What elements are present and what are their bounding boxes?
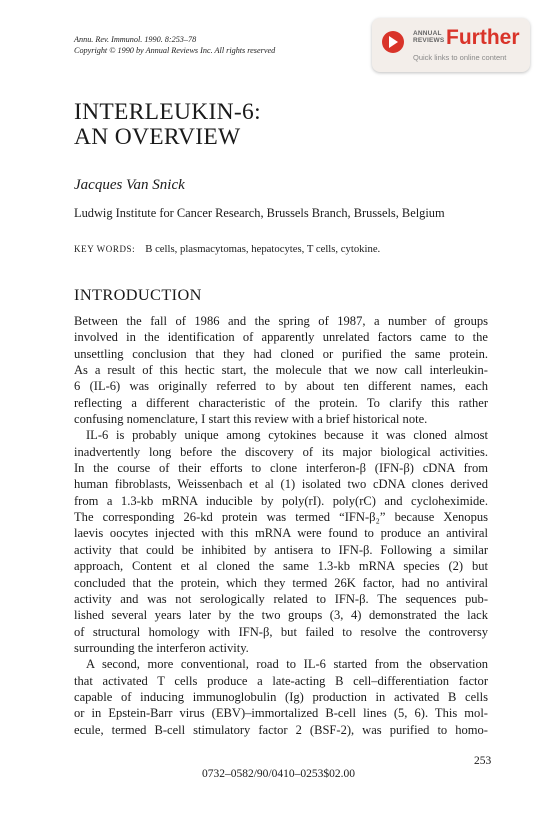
paragraph: [74, 427, 488, 656]
badge-brand-line: ANNUAL: [413, 30, 442, 37]
text-line: IL-6 is probably unique among cytokines because it was cloned almost: [86, 428, 488, 443]
keywords-list: B cells, plasmacytomas, hepatocytes, T cells, cytokine.: [145, 243, 381, 255]
article-title: [74, 100, 261, 150]
badge-word: Further: [446, 26, 520, 49]
paragraph: [74, 656, 488, 738]
badge-brand: [413, 30, 444, 44]
text-line: capable of inducing immunoglobulin (Ig) production in activated B cells: [74, 689, 488, 704]
text-line: As a result of this hectic start, the molecule that we now call interleukin-: [74, 363, 488, 378]
text-line: In the course of their efforts to clone interferon-β (IFN-β) cDNA from: [74, 461, 488, 476]
text-line: unsettling conclusion that they had cloned or purified the same protein.: [74, 346, 488, 361]
copyright-line: Copyright © 1990 by Annual Reviews Inc. All rights reserved: [74, 46, 276, 55]
text-line: of structural homology with IFN-β, but failed to resolve the controversy: [74, 624, 488, 639]
text-line: human fibroblasts, Weissenbach et al (1) isolated two cDNA clones derived: [74, 477, 488, 492]
journal-citation: [74, 34, 275, 56]
text-line: The corresponding 26-kd protein was termed “IFN-β₂” because Xenopus: [74, 510, 488, 525]
text-line: that activated T cells produce a late-acting B cell–differentiation factor: [74, 673, 488, 688]
text-line: ecule, termed B-cell stimulatory factor 2 (BSF-2), was purified to homo-: [74, 722, 488, 737]
text-line: involved in the identification of apparently unrelated factors came to the: [74, 330, 488, 345]
text-line: Between the fall of 1986 and the spring of 1987, a number of groups: [74, 314, 488, 328]
further-badge[interactable]: [372, 18, 530, 72]
footer-code: 0732–0582/90/0410–0253$02.00: [201, 768, 355, 780]
text-line: A second, more conventional, road to IL-6 started from the observation: [86, 657, 488, 672]
affiliation: Ludwig Institute for Cancer Research, Brussels Branch, Brussels, Belgium: [74, 206, 445, 220]
text-line: 6 (IL-6) was originally referred to by about ten different names, each: [74, 379, 488, 394]
text-line: reflecting a different characteristic of the protein. To clarify this rather: [74, 395, 488, 410]
body-text: [74, 313, 488, 738]
keywords: [74, 243, 380, 255]
section-heading: INTRODUCTION: [74, 285, 202, 304]
text-line: activity that could be inhibited by antisera to IFN-β. Following a similar: [74, 542, 488, 557]
text-line: activity and was not serologically related to IFN-β. The sequences pub-: [74, 591, 488, 606]
paragraph: [74, 313, 488, 427]
text-line: surrounding the interferon activity.: [74, 640, 249, 655]
badge-brand-line: REVIEWS: [413, 37, 445, 44]
text-line: concluded that the protein, which they termed 26K factor, had no antiviral: [74, 575, 488, 590]
play-icon: [382, 31, 404, 53]
citation-line: Annu. Rev. Immunol. 1990. 8:253–78: [74, 35, 197, 44]
text-line: lished several years later by the two groups (3, 4) demonstrated the lack: [74, 608, 488, 623]
text-line: inadvertently long before the discovery of its major biological activities.: [74, 444, 488, 459]
badge-subtitle: Quick links to online content: [413, 53, 507, 62]
title-line: AN OVERVIEW: [74, 124, 241, 150]
keywords-label: KEY WORDS:: [74, 244, 136, 254]
author: Jacques Van Snick: [74, 177, 185, 193]
text-line: or in Epstein-Barr virus (EBV)–immortalized B-cell lines (5, 6). This mol-: [74, 706, 488, 721]
page-number: 253: [474, 755, 492, 767]
text-line: from a 1.3-kb mRNA inducible by poly(rI). poly(rC) and cycloheximide.: [74, 493, 488, 508]
text-line: approach, Content et al cloned the same 1.3-kb mRNA species (2) but: [74, 559, 488, 574]
text-line: confusing nomenclature, I start this review with a brief historical note.: [74, 412, 428, 427]
title-line: INTERLEUKIN-6:: [74, 99, 261, 125]
text-line: laevis oocytes injected with this mRNA were found to produce an antiviral: [74, 526, 488, 541]
